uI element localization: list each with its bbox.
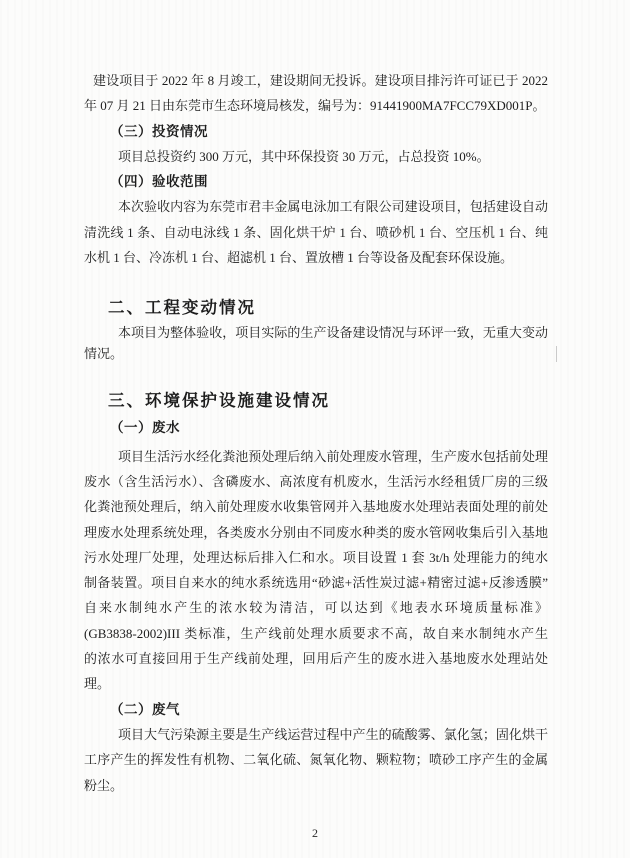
heading-environmental-facilities: 三、环境保护设施建设情况 (108, 391, 330, 411)
paragraph-wastewater (84, 444, 548, 697)
text-line: 自来水制纯水产生的浓水较为清洁，可以达到《地表水环境质量标准》 (84, 600, 548, 616)
text-line: 污水处理厂处理，处理达标后排入仁和水。项目设置 1 套 3t/h 处理能力的纯水 (84, 549, 548, 565)
text-line: 制备装置。项目自来水的纯水系统选用“砂滤+活性炭过滤+精密过滤+反渗透膜” (84, 575, 548, 591)
text-line: 的浓水可直接回用于生产线前处理，回用后产生的废水进入基地废水处理站处 (84, 651, 548, 667)
text-line: 废水（含生活污水）、含磷废水、高浓度有机废水，生活污水经租赁厂房的三级 (84, 473, 548, 489)
text-line: 化粪池预处理后，纳入前处理废水收集管网并入基地废水处理站表面处理的前处 (84, 499, 548, 515)
text-line: 本次验收内容为东莞市君丰金属电泳加工有限公司建设项目，包括建设自动 (118, 199, 548, 215)
text-line: 工序产生的挥发性有机物、二氧化硫、氮氧化物、颗粒物；喷砂工序产生的金属 (84, 752, 548, 768)
text-line: 项目总投资约 300 万元，其中环保投资 30 万元，占总投资 10%。 (118, 148, 490, 164)
paragraph-waste-gas (84, 722, 548, 798)
text-line: 粉尘。 (84, 777, 124, 793)
paragraph-completion-permit (84, 68, 548, 119)
paragraph-acceptance-scope (84, 194, 548, 270)
text-line: 建设项目于 2022 年 8 月竣工，建设期间无投诉。建设项目排污许可证已于 2022 (93, 73, 548, 88)
text-line: 年 07 月 21 日由东莞市生态环境局核发，编号为：91441900MA7FCC79XD001P。 (84, 98, 546, 114)
heading-project-changes: 二、工程变动情况 (108, 298, 256, 318)
text-line: (GB3838-2002)III 类标准，生产线前处理水质要求不高，故自来水制纯水产生 (84, 625, 548, 641)
scan-artifact-mark (556, 346, 557, 362)
text-line: 项目大气污染源主要是生产线运营过程中产生的硫酸雾、氯化氢；固化烘干 (118, 726, 548, 742)
text-line: 清洗线 1 条、自动电泳线 1 条、固化烘干炉 1 台、喷砂机 1 台、空压机 1 台、纯 (84, 224, 548, 240)
text-line: 情况。 (84, 346, 124, 362)
subheading-wastewater: （一）废水 (110, 420, 180, 436)
text-line: 水机 1 台、冷冻机 1 台、超滤机 1 台、置放槽 1 台等设备及配套环保设施。 (84, 250, 514, 266)
text-line: 理废水处理系统处理，各类废水分别由不同废水种类的废水管网收集后引入基地 (84, 524, 548, 540)
paragraph-investment (84, 144, 548, 169)
text-line: 本项目为整体验收，项目实际的生产设备建设情况与环评一致，无重大变动 (118, 325, 548, 341)
text-line: 理。 (84, 676, 111, 692)
paragraph-project-changes (84, 322, 548, 364)
page-number: 2 (312, 826, 318, 840)
page-content (84, 68, 548, 798)
subheading-waste-gas: （二）废气 (110, 701, 180, 717)
subheading-investment: （三）投资情况 (110, 123, 208, 139)
text-line: 项目生活污水经化粪池预处理后纳入前处理废水管理，生产废水包括前处理 (118, 448, 548, 464)
subheading-acceptance-scope: （四）验收范围 (110, 174, 208, 190)
